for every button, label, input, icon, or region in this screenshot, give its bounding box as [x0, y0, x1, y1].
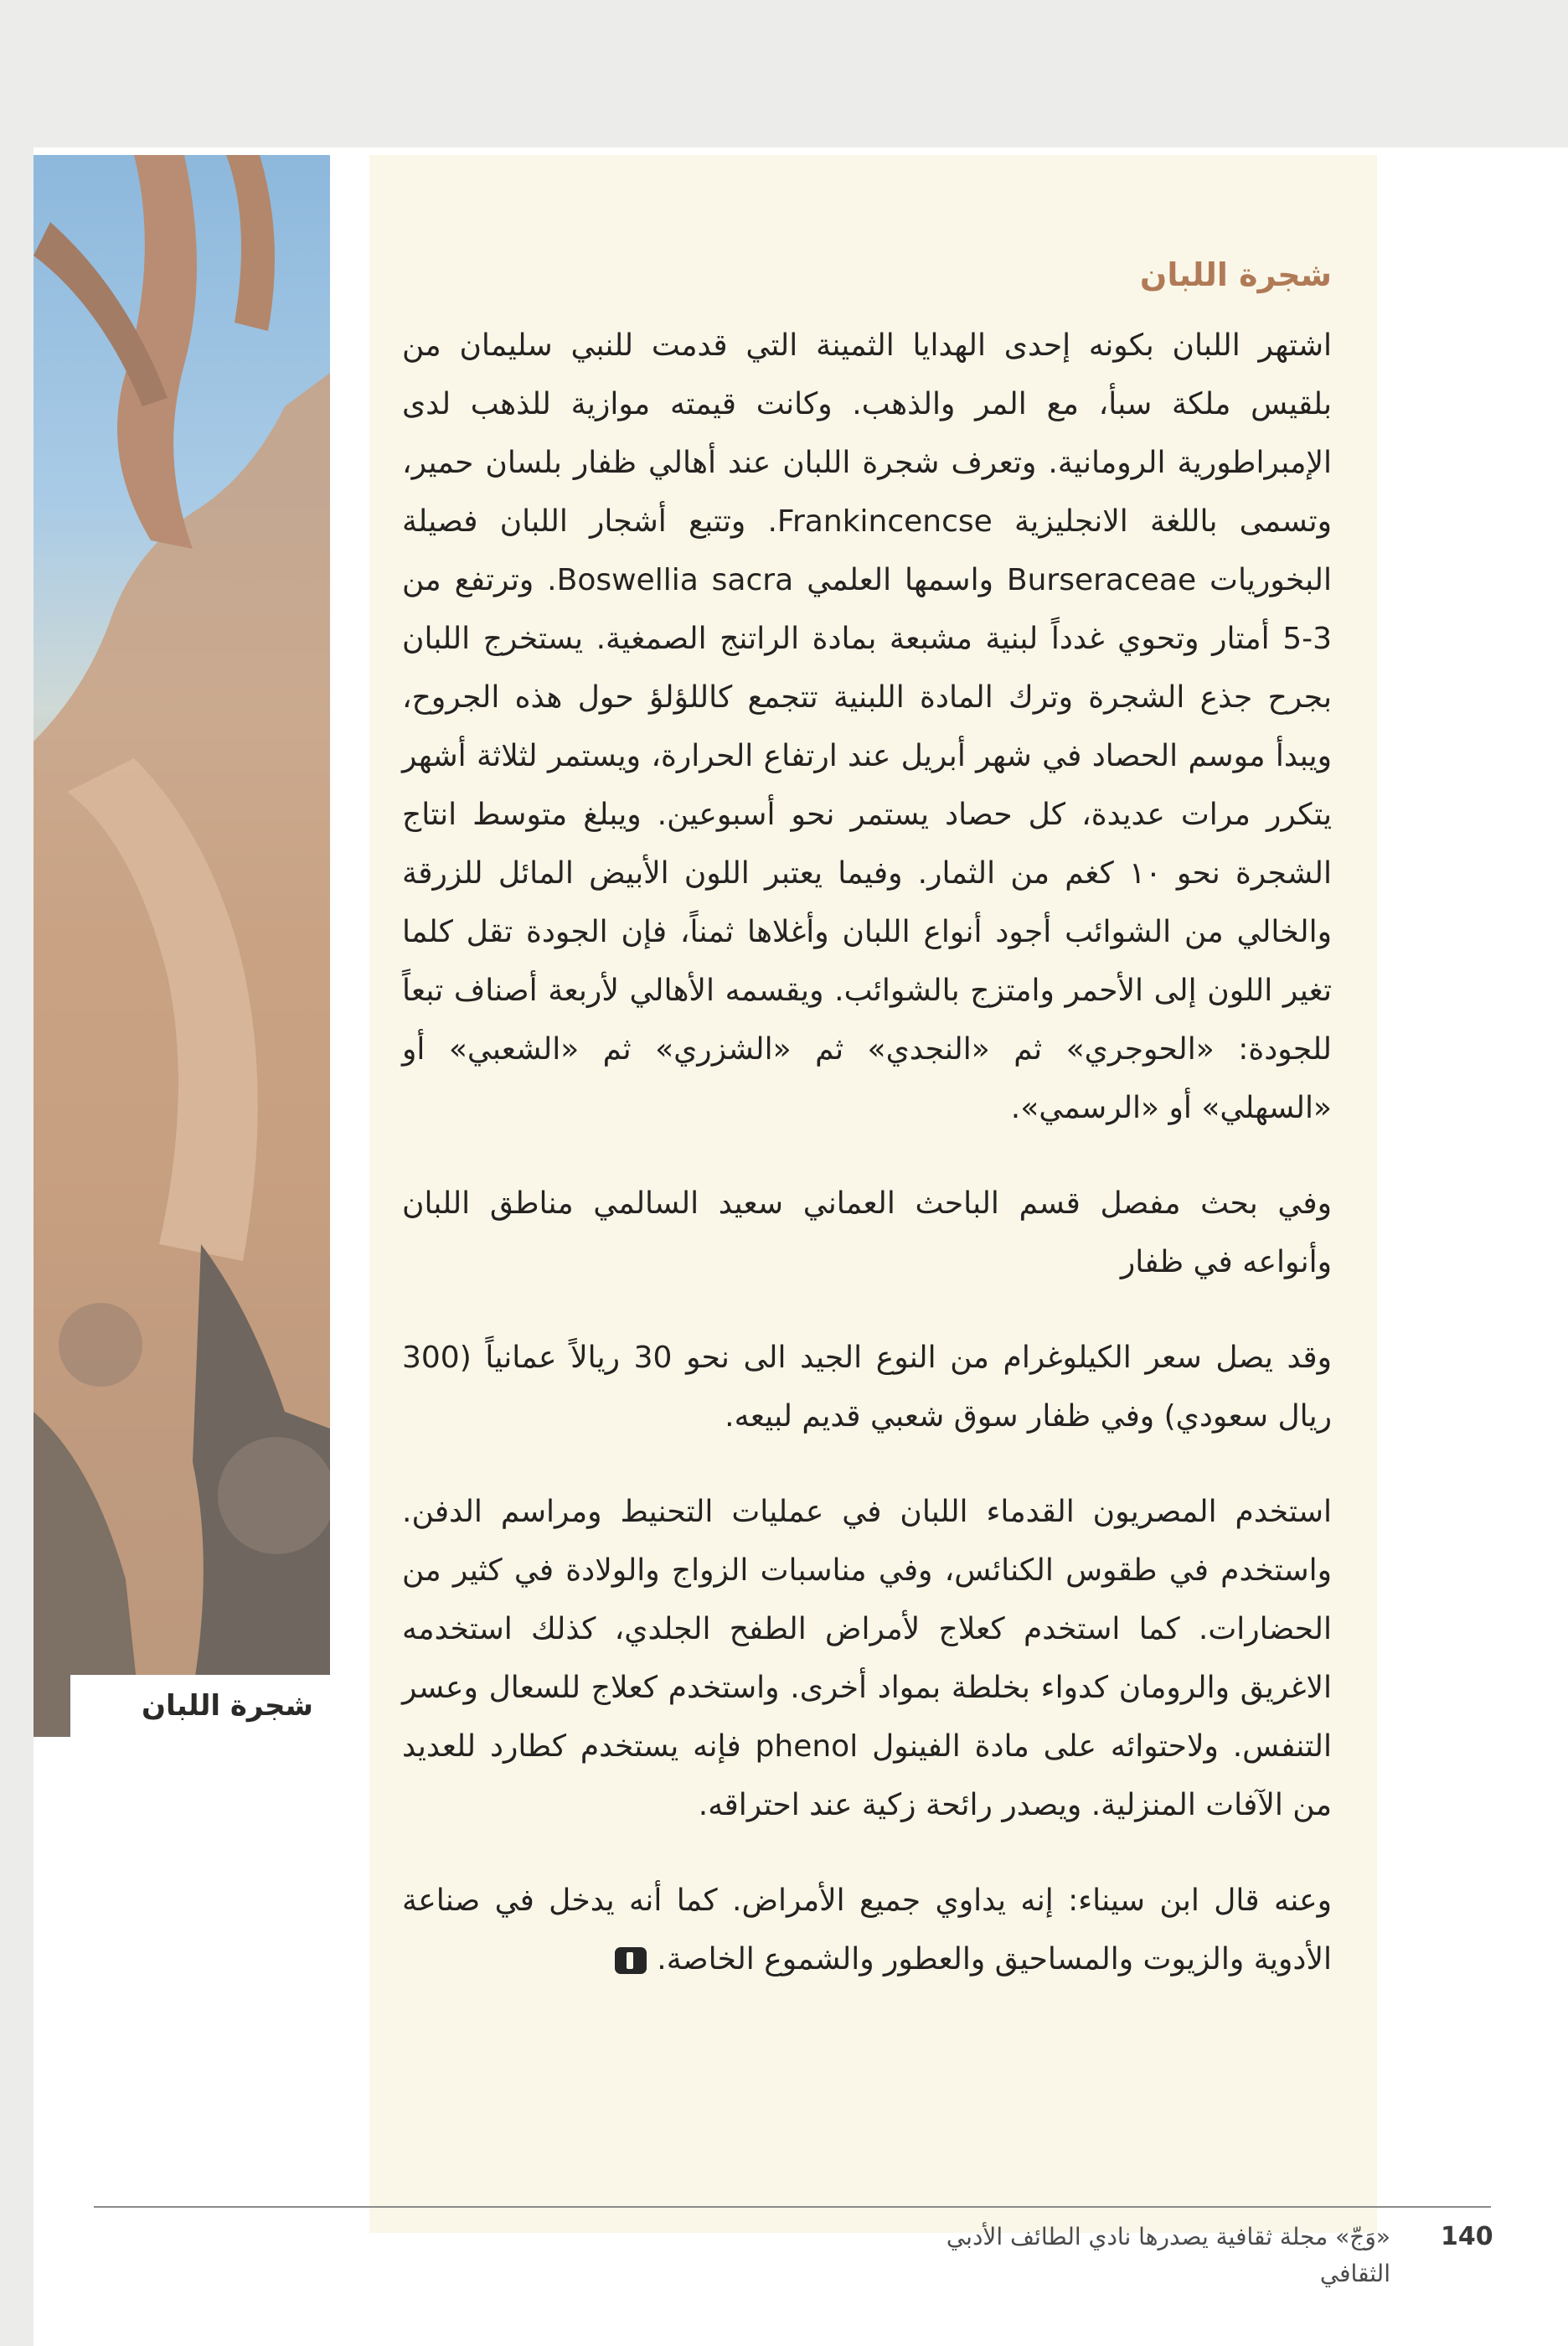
article [402, 251, 1332, 2026]
footer-divider [94, 2206, 1491, 2208]
page-number: 140 [1441, 2222, 1493, 2251]
magazine-footer: «وَجّ» مجلة ثقافية يصدرها نادي الطائف الأدبي الثقافي [946, 2223, 1390, 2287]
photo-caption: شجرة اللبان [142, 1689, 313, 1723]
tree-illustration [34, 155, 330, 1737]
end-of-article-icon [615, 1947, 647, 1974]
article-heading: شجرة اللبان [1139, 256, 1332, 293]
article-paragraph: وقد يصل سعر الكيلوغرام من النوع الجيد الى نحو 30 ريالاً عمانياً (300 ريال سعودي) وفي ظفار سوق شعبي قديم لبيعه. [402, 1341, 1332, 1434]
article-paragraph: استخدم المصريون القدماء اللبان في عمليات التحنيط ومراسم الدفن. واستخدم في طقوس الكنائس، وفي مناسبات الزواج والولادة في كثير من الحضارات. كما استخدم كعلاج لأمراض الطفح الجلدي، كذلك استخدمه الاغريق والرومان كدواء بخلطة بمواد أخرى. واستخدم كعلاج للسعال وعسر التنفس. ولاحتوائه على مادة الفينول phenol فإنه يستخدم كطارد للعديد من الآفات المنزلية. ويصدر رائحة زكية عند احتراقه. [402, 1495, 1332, 1822]
article-paragraph: وفي بحث مفصل قسم الباحث العماني سعيد السالمي مناطق اللبان وأنواعه في ظفار [402, 1186, 1332, 1279]
frankincense-tree-photo [34, 155, 330, 1737]
article-paragraph: اشتهر اللبان بكونه إحدى الهدايا الثمينة التي قدمت للنبي سليمان من بلقيس ملكة سبأ، مع المر والذهب. وكانت قيمته موازية للذهب لدى الإمبراطورية الرومانية. وتعرف شجرة اللبان عند أهالي ظفار بلسان حمير، وتسمى باللغة الانجليزية Frankincencse. وتتبع أشجار اللبان فصيلة البخوريات Burseraceae واسمها العلمي Boswellia sacra. وترتفع من 3-5 أمتار وتحوي غدداً لبنية مشبعة بمادة الراتنج الصمغية. يستخرج اللبان بجرح جذع الشجرة وترك المادة اللبنية تتجمع كاللؤلؤ حول هذه الجروح، ويبدأ موسم الحصاد في شهر أبريل عند ارتفاع الحرارة، ويستمر لثلاثة أشهر يتكرر مرات عديدة، كل حصاد يستمر نحو أسبوعين. ويبلغ متوسط انتاج الشجرة نحو ١٠ كغم من الثمار. وفيما يعتبر اللون الأبيض المائل للزرقة والخالي من الشوائب أجود أنواع اللبان وأغلاها ثمناً، فإن الجودة تقل كلما تغير اللون إلى الأحمر وامتزج بالشوائب. ويقسمه الأهالي لأربعة أصناف تبعاً للجودة: «الحوجري» ثم «النجدي» ثم «الشزري» ثم «الشعبي» أو «السهلي» أو «الرسمي». [402, 328, 1333, 1125]
article-paragraph-last [402, 1872, 1332, 1989]
article-paragraph-text: وعنه قال ابن سيناء: إنه يداوي جميع الأمراض. كما أنه يدخل في صناعة الأدوية والزيوت والمساحيق والعطور والشموع الخاصة. [402, 1884, 1332, 1977]
